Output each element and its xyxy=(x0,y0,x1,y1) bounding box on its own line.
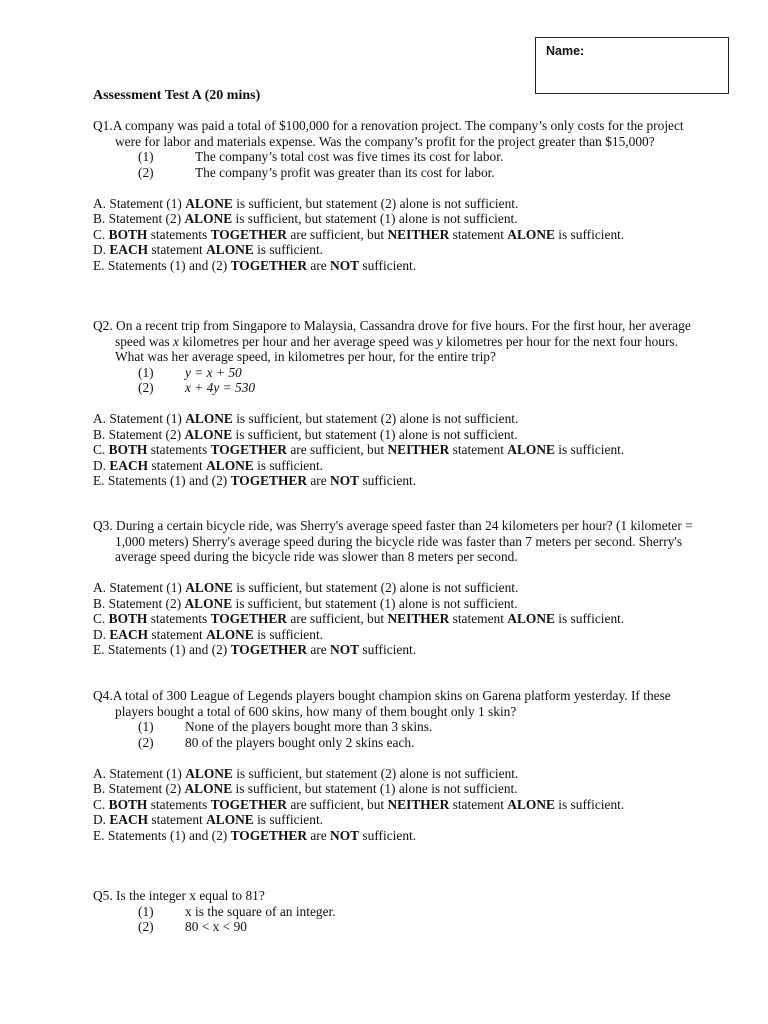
page-title: Assessment Test A (20 mins) xyxy=(93,88,261,103)
answer-choice-b: B. Statement (2) ALONE is sufficient, but statement (1) alone is not sufficient. xyxy=(93,426,518,442)
question-2 xyxy=(93,318,703,489)
question-3 xyxy=(93,518,703,658)
question-1-text: Q1.A company was paid a total of $100,000 for a renovation project. The company’s only costs for the project were for labor and materials expense. Was the company’s profit for the project greater than $15,000? xyxy=(93,118,684,149)
answer-choice-d: D. EACH statement ALONE is sufficient. xyxy=(93,812,324,827)
answer-choice-d: D. EACH statement ALONE is sufficient. xyxy=(93,626,324,642)
question-2-text: Q2. On a recent trip from Singapore to Malaysia, Cassandra drove for five hours. For the first hour, her average speed was x kilometres per hour and her average speed was y kilometres per hour for the next four hours. What was her average speed, in kilometres per hour, for the entire trip? xyxy=(93,318,691,364)
answer-choice-e: E. Statements (1) and (2) TOGETHER are NOT sufficient. xyxy=(93,642,417,657)
answer-choice-d: D. EACH statement ALONE is sufficient. xyxy=(93,457,324,473)
question-4-statement-1: (1) None of the players bought more than 3 skins. xyxy=(138,719,433,734)
question-4-text: Q4.A total of 300 League of Legends players bought champion skins on Garena platform yesterday. If these players bought a total of 600 skins, how many of them bought only 1 skin? xyxy=(93,688,671,719)
name-field-box[interactable] xyxy=(535,37,729,94)
name-label: Name: xyxy=(546,44,585,58)
answer-choice-a: A. Statement (1) ALONE is sufficient, but statement (2) alone is not sufficient. xyxy=(93,195,519,211)
answer-choices xyxy=(93,196,703,274)
question-5 xyxy=(93,888,703,935)
answer-choice-c: C. BOTH statements TOGETHER are sufficient, but NEITHER statement ALONE is sufficient. xyxy=(93,442,625,457)
question-2-statement-1: (1) y = x + 50 xyxy=(138,364,242,380)
answer-choices xyxy=(93,766,703,844)
question-4-statement-2: (2) 80 of the players bought only 2 skins each. xyxy=(138,734,415,750)
answer-choices xyxy=(93,580,703,658)
answer-choice-a: A. Statement (1) ALONE is sufficient, but statement (2) alone is not sufficient. xyxy=(93,580,519,595)
answer-choices xyxy=(93,411,703,489)
question-5-statement-2: (2) 80 < x < 90 xyxy=(138,919,247,934)
question-3-text: Q3. During a certain bicycle ride, was Sherry's average speed faster than 24 kilometers per hour? (1 kilometer = 1,000 meters) Sherry's average speed during the bicycle ride was faster than 7 meters per second. Sherry's average speed during the bicycle ride was slower than 8 meters per second. xyxy=(93,518,693,564)
answer-choice-c: C. BOTH statements TOGETHER are sufficient, but NEITHER statement ALONE is sufficient. xyxy=(93,611,625,626)
answer-choice-e: E. Statements (1) and (2) TOGETHER are NOT sufficient. xyxy=(93,827,417,843)
answer-choice-c: C. BOTH statements TOGETHER are sufficient, but NEITHER statement ALONE is sufficient. xyxy=(93,226,625,242)
question-5-text: Q5. Is the integer x equal to 81? xyxy=(93,888,265,903)
question-5-statement-1: (1) x is the square of an integer. xyxy=(138,903,336,919)
answer-choice-c: C. BOTH statements TOGETHER are sufficient, but NEITHER statement ALONE is sufficient. xyxy=(93,796,625,812)
answer-choice-a: A. Statement (1) ALONE is sufficient, but statement (2) alone is not sufficient. xyxy=(93,411,519,426)
question-1-statement-2: (2) The company’s profit was greater than its cost for labor. xyxy=(138,164,495,180)
question-4 xyxy=(93,688,703,843)
question-2-statement-2: (2) x + 4y = 530 xyxy=(138,380,256,395)
question-1 xyxy=(93,118,703,273)
answer-choice-a: A. Statement (1) ALONE is sufficient, but statement (2) alone is not sufficient. xyxy=(93,765,519,781)
answer-choice-e: E. Statements (1) and (2) TOGETHER are NOT sufficient. xyxy=(93,257,417,273)
answer-choice-b: B. Statement (2) ALONE is sufficient, but statement (1) alone is not sufficient. xyxy=(93,211,518,226)
answer-choice-e: E. Statements (1) and (2) TOGETHER are NOT sufficient. xyxy=(93,473,417,488)
answer-choice-d: D. EACH statement ALONE is sufficient. xyxy=(93,242,324,257)
question-1-statement-1: (1) The company’s total cost was five times its cost for labor. xyxy=(138,149,504,164)
answer-choice-b: B. Statement (2) ALONE is sufficient, but statement (1) alone is not sufficient. xyxy=(93,781,518,796)
answer-choice-b: B. Statement (2) ALONE is sufficient, but statement (1) alone is not sufficient. xyxy=(93,595,518,611)
